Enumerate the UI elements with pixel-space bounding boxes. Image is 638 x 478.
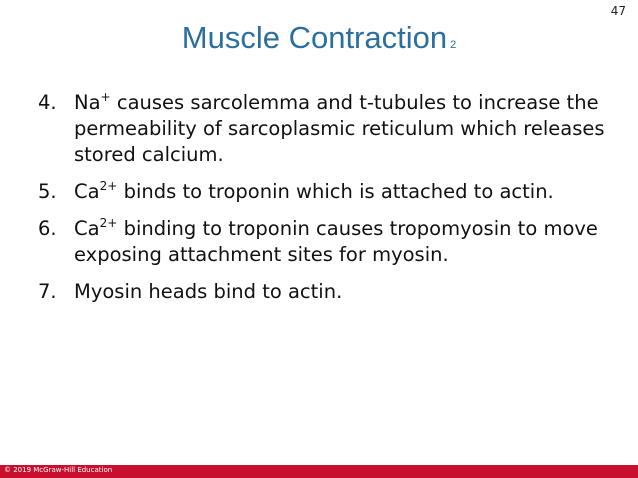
item-text-start: Ca	[74, 179, 100, 203]
slide-title	[0, 20, 638, 56]
item-number: 7.	[38, 279, 57, 303]
page-number: 47	[610, 4, 626, 18]
ion-charge: 2+	[99, 215, 118, 230]
list-item	[38, 216, 628, 268]
title-text: Muscle Contraction	[181, 20, 448, 55]
item-text-rest: binds to troponin which is attached to actin.	[117, 179, 554, 203]
item-text-rest: binding to troponin causes tropomyosin to move exposing attachment sites for myosin.	[74, 216, 598, 266]
item-text	[74, 91, 605, 166]
item-number: 5.	[38, 179, 57, 203]
ion-charge: 2+	[99, 178, 118, 193]
item-text: Myosin heads bind to actin.	[74, 279, 343, 303]
step-list	[38, 90, 628, 304]
item-text	[74, 217, 598, 266]
item-text-rest: causes sarcolemma and t-tubules to increase the permeability of sarcoplasmic reticulum which releases stored calcium.	[74, 91, 605, 166]
item-text	[74, 180, 554, 203]
list-item	[38, 90, 628, 168]
item-text-start: Ca	[74, 216, 100, 240]
list-item	[38, 179, 628, 205]
list-item	[38, 279, 628, 305]
title-subscript: 2	[450, 39, 457, 51]
item-text-start: Na	[74, 91, 101, 114]
footer-bar	[0, 465, 638, 478]
copyright-text: © 2019 McGraw-Hill Education	[4, 466, 113, 474]
ion-charge: +	[100, 90, 111, 105]
item-number: 6.	[38, 216, 57, 240]
item-number: 4.	[38, 91, 57, 114]
